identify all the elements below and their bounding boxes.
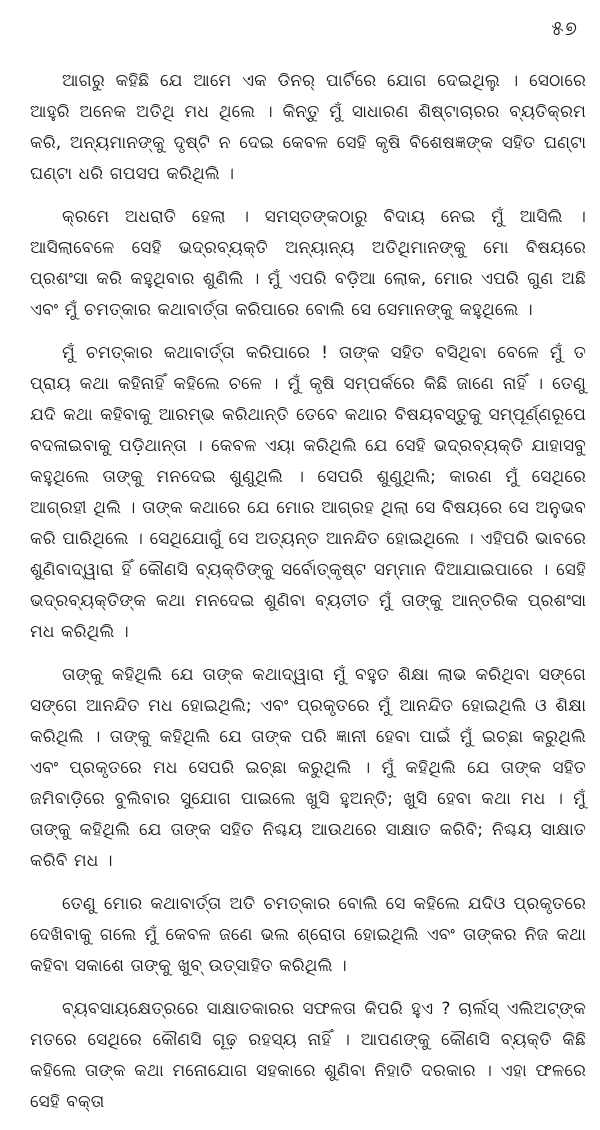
paragraph-5: ତେଣୁ ମୋର କଥାବାର୍ତ୍ତା ଅତି ଚମତ୍କାର ବୋଲି ସେ କହିଲେ ଯଦିଓ ପ୍ରକୃତରେ ଦେଖିବାକୁ ଗଲେ ମୁଁ କେବଳ ଜଣେ ଭଲ ଶ୍ରୋତା ହୋଇଥିଲି ଏବଂ ତାଙ୍କର ନିଜ କଥା କହିବା ସକାଶେ ତାଙ୍କୁ ଖୁବ୍ ଉତ୍ସାହିତ କରିଥିଲି । [30,894,586,976]
page-number: ୫୭ [551,16,578,40]
paragraph-4: ତାଙ୍କୁ କହିଥିଲି ଯେ ତାଙ୍କ କଥାଦ୍ୱାରା ମୁଁ ବହୁତ ଶିକ୍ଷା ଲାଭ କରିଥିବା ସଙ୍ଗେ ସଙ୍ଗେ ଆନନ୍ଦିତ ମଧ ହୋଇଥିଲି; ଏବଂ ପ୍ରକୃତରେ ମୁଁ ଆନନ୍ଦିତ ହୋଇଥିଲି ଓ ଶିକ୍ଷା କରିଥିଲି । ତାଙ୍କୁ କହିଥିଲି ଯେ ତାଙ୍କ ପରି ଜ୍ଞାନୀ ହେବା ପାଇଁ ମୁଁ ଇଚ୍ଛା କରୁଥିଲି ଏବଂ ପ୍ରକୃତରେ ମଧ ସେପରି ଇଚ୍ଛା କରୁଥିଲି । ମୁଁ କହିଥିଲି ଯେ ତାଙ୍କ ସହିତ ଜମିବାଡ଼ିରେ ବୁଲିବାର ସୁଯୋଗ ପାଇଲେ ଖୁସି ହୁଅନ୍ତି; ଖୁସି ହେବା କଥା ମଧ । ମୁଁ ତାଙ୍କୁ କହିଥିଲି ଯେ ତାଙ୍କ ସହିତ ନିଶ୍ଚୟ ଆଉଥରେ ସାକ୍ଷାତ କରିବି; ନିଶ୍ଚୟ ସାକ୍ଷାତ କରିବି ମଧ । [30,665,586,871]
paragraph-1: ଆଗରୁ କହିଛି ଯେ ଆମେ ଏକ ଡିନର୍ ପାର୍ଟିରେ ଯୋଗ ଦେଇଥିଲୁ । ସେଠାରେ ଆହୁରି ଅନେକ ଅତିଥି ମଧ ଥିଲେ । କିନ୍ତୁ ମୁଁ ସାଧାରଣ ଶିଷ୍ଟାଚାରର ବ୍ୟତିକ୍ରମ କରି, ଅନ୍ୟମାନଙ୍କୁ ଦୃଷ୍ଟି ନ ଦେଇ କେବଳ ସେହି କୃଷି ବିଶେଷଜ୍ଞଙ୍କ ସହିତ ଘଣ୍ଟା ଘଣ୍ଟା ଧରି ଗପସପ କରିଥିଲି । [30,71,586,184]
paragraph-6: ବ୍ୟବସାୟକ୍ଷେତ୍ରରେ ସାକ୍ଷାତକାରର ସଫଳତା କିପରି ହୁଏ ? ଚାର୍ଲସ୍ ଏଲିଅଟ୍‌ଙ୍କ ମତରେ ସେଥିରେ କୌଣସି ଗୂଢ଼ ରହସ୍ୟ ନାହିଁ । ଆପଣଙ୍କୁ କୌଣସି ବ୍ୟକ୍ତି କିଛି କହିଲେ ତାଙ୍କ କଥା ମନୋଯୋଗ ସହକାରେ ଶୁଣିବା ନିହାତି ଦରକାର । ଏହା ଫଳରେ ସେହି ବକ୍ତା [30,999,586,1112]
paragraph-2: କ୍ରମେ ଅଧରାତି ହେଲା । ସମସ୍ତଙ୍କଠାରୁ ବିଦାୟ ନେଇ ମୁଁ ଆସିଲି । ଆସିଲାବେଳେ ସେହି ଭଦ୍ରବ୍ୟକ୍ତି ଅନ୍ୟାନ୍ୟ ଅତିଥିମାନଙ୍କୁ ମୋ ବିଷୟରେ ପ୍ରଶଂସା କରି କହୁଥିବାର ଶୁଣିଲି । ମୁଁ ଏପରି ବଡ଼ିଆ ଲୋକ, ମୋର ଏପରି ଗୁଣ ଅଛି ଏବଂ ମୁଁ ଚମତ୍କାର କଥାବାର୍ତ୍ତା କରିପାରେ ବୋଲି ସେ ସେମାନଙ୍କୁ କହୁଥିଲେ । [30,207,586,320]
paragraph-3: ମୁଁ ଚମତ୍କାର କଥାବାର୍ତ୍ତା କରିପାରେ ! ତାଙ୍କ ସହିତ ବସିଥିବା ବେଳେ ମୁଁ ତ ପ୍ରାୟ କଥା କହିନାହିଁ କହିଲେ ଚଳେ । ମୁଁ କୃଷି ସମ୍ପର୍କରେ କିଛି ଜାଣେ ନାହିଁ । ତେଣୁ ଯଦି କଥା କହିବାକୁ ଆରମ୍ଭ କରିଥାନ୍ତି ତେବେ କଥାର ବିଷୟବସ୍ତୁକୁ ସମ୍ପୂର୍ଣ୍ଣରୂପେ ବଦଳାଇବାକୁ ପଡ଼ିଥାନ୍ତା । କେବଳ ଏୟା କରିଥିଲି ଯେ ସେହି ଭଦ୍ରବ୍ୟକ୍ତି ଯାହାସବୁ କହୁଥିଲେ ତାଙ୍କୁ ମନଦେଇ ଶୁଣୁଥିଲି । ସେପରି ଶୁଣୁଥିଲି; କାରଣ ମୁଁ ସେଥିରେ ଆଗ୍ରହୀ ଥିଲି । ତାଙ୍କ କଥାରେ ଯେ ମୋର ଆଗ୍ରହ ଥିଲା ସେ ବିଷୟରେ ସେ ଅନୁଭବ କରି ପାରିଥିଲେ । ସେଥିଯୋଗୁଁ ସେ ଅତ୍ୟନ୍ତ ଆନନ୍ଦିତ ହୋଇଥିଲେ । ଏହିପରି ଭାବରେ ଶୁଣିବାଦ୍ୱାରା ହିଁ କୌଣସି ବ୍ୟକ୍ତିଙ୍କୁ ସର୍ବୋତ୍କୃଷ୍ଟ ସମ୍ମାନ ଦିଆଯାଇପାରେ । ସେହି ଭଦ୍ରବ୍ୟକ୍ତିଙ୍କ କଥା ମନଦେଇ ଶୁଣିବା ବ୍ୟତୀତ ମୁଁ ତାଙ୍କୁ ଆନ୍ତରିକ ପ୍ରଶଂସା ମଧ କରିଥିଲି । [30,343,586,642]
body-text [30,66,586,1130]
